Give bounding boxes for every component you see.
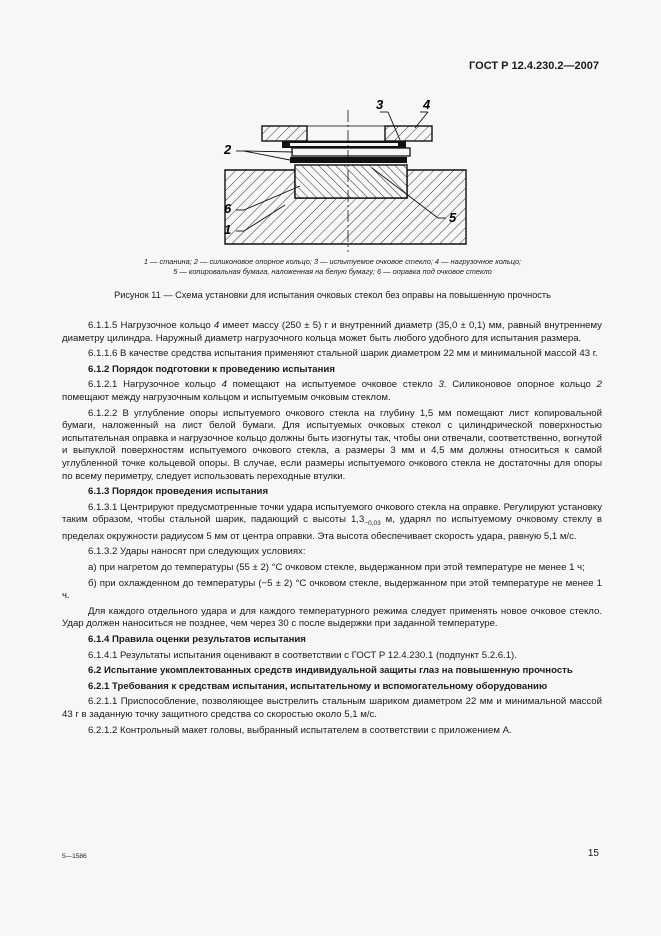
callout-1: 1	[224, 222, 232, 237]
paragraph-6-1-1-6: 6.1.1.6 В качестве средства испытания применяют стальной шарик диаметром 22 мм и минимальной массой 43 г.	[88, 348, 598, 360]
condition-a: а) при нагретом до температуры (55 ± 2) °С очковом стекле, выдержанном при этой температуре не менее 1 ч;	[88, 562, 585, 573]
page-number: 15	[587, 848, 599, 859]
heading-6-2: 6.2 Испытание укомплектованных средств индивидуальной защиты глаз на повышенную прочность	[88, 665, 573, 677]
heading-6-1-4: 6.1.4 Правила оценки результатов испытания	[88, 633, 306, 645]
load-ring-right	[385, 126, 432, 141]
heading-6-2-1: 6.2.1 Требования к средствам испытания, испытательному и вспомогательному оборудованию	[88, 680, 548, 692]
test-lens	[292, 148, 410, 156]
heading-6-1-2: 6.1.2 Порядок подготовки к проведению испытания	[88, 363, 335, 375]
paragraph-6-1-2-2: 6.1.2.2 В углубление опоры испытуемого очкового стекла на глубину 1,5 мм помещают лист копировальной бумаги, наложенный на лист белой бумаги. Для испытуемых очковых стекол с цилиндрической поверхностью испытательная оправка и нагрузочное кольцо должны быть изогнуты так, чтобы они отвечали, соответственно, вогнутой и выпуклой поверхностям испытуемого очкового стекла, а размеры 3 мм и 4,5 мм должны относиться к самой углубленной точке кольцевой опоры. В случае, если размеры испытуемого очкового стекла не достаточны для опоры по всему периметру, следует использовать переходные втулки.	[62, 407, 602, 482]
paragraph-6-2-1-1: 6.2.1.1 Приспособление, позволяющее выстрелить стальным шариком диаметром 22 мм и минимальной массой 43 г в заданную точку защитного средства со скоростью около 5,1 м/с.	[62, 696, 602, 720]
callout-4: 4	[423, 97, 431, 112]
body-text	[62, 320, 602, 740]
paragraph-6-1-3-1: 6.1.3.1 Центрируют предусмотренные точки удара испытуемого очкового стекла на оправке. Регулируют установку таким образом, чтобы стальной шарик, падающий с высоты $1,3_{-0,03}$ м, ударял по испытуемому очковому стеклу в пределах окружности радиусом 5 мм от центра оправки. Эта высота обеспечивает скорость удара, равную 5,1 м/с.	[62, 501, 603, 542]
callout-5: 5	[449, 210, 457, 225]
paragraph-6-1-2-1: 6.1.2.1 Нагрузочное кольцо 4 помещают на испытуемое очковое стекло 3. Силиконовое опорное кольцо 2 помещают между нагрузочным кольцом и испытуемым очковым стеклом.	[62, 379, 602, 403]
standard-header: ГОСТ Р 12.4.230.2—2007	[469, 60, 599, 72]
legend-line-1: 1 — станина; 2 — силиконовое опорное кольцо; 3 — испытуемое очковое стекло; 4 — нагрузочное кольцо;	[143, 257, 522, 266]
heading-6-1-3: 6.1.3 Порядок проведения испытания	[88, 486, 269, 498]
paragraph-6-1-1-5: 6.1.1.5 Нагрузочное кольцо 4 имеет массу (250 ± 5) г и внутренний диаметр (35,0 ± 0,1) мм, равный внутреннему диаметру цилиндра. Наружный диаметр нагрузочного кольца может быть любого удобного для испытания размера.	[62, 320, 602, 344]
test-setup-figure	[0, 0, 661, 255]
paragraph-new-lens: Для каждого отдельного удара и для каждого температурного режима следует применять новое очковое стекло. Удар должен наноситься не позднее, чем через 30 с после выдержки при заданной температуре.	[62, 605, 602, 630]
callout-6: 6	[224, 201, 232, 216]
silicone-ring	[290, 157, 407, 163]
condition-b: б) при охлажденном до температуры (−5 ± 2) °С очковом стекле, выдержанном при этой температуре не менее 1 ч.	[62, 577, 602, 602]
paragraph-6-2-1-2: 6.2.1.2 Контрольный макет головы, выбранный испытателем в соответствии с приложением А.	[88, 724, 512, 736]
paragraph-6-1-4-1: 6.1.4.1 Результаты испытания оценивают в соответствии с ГОСТ Р 12.4.230.1 (подпункт 5.2.6.1).	[88, 649, 517, 661]
paragraph-6-1-3-2: 6.1.3.2 Удары наносят при следующих условиях:	[88, 546, 306, 558]
callout-2: 2	[224, 142, 232, 157]
load-ring-left	[262, 126, 307, 141]
figure-caption: Рисунок 11 — Схема установки для испытания очковых стекол без оправы на повышенную прочность	[114, 290, 551, 300]
figure-legend	[60, 257, 605, 277]
callout-3: 3	[376, 97, 384, 112]
footer-print-code: 5—1586	[62, 853, 87, 860]
legend-line-2: 5 — копировальная бумага, наложенная на белую бумагу; 6 — оправка под очковое стекло	[173, 267, 492, 276]
